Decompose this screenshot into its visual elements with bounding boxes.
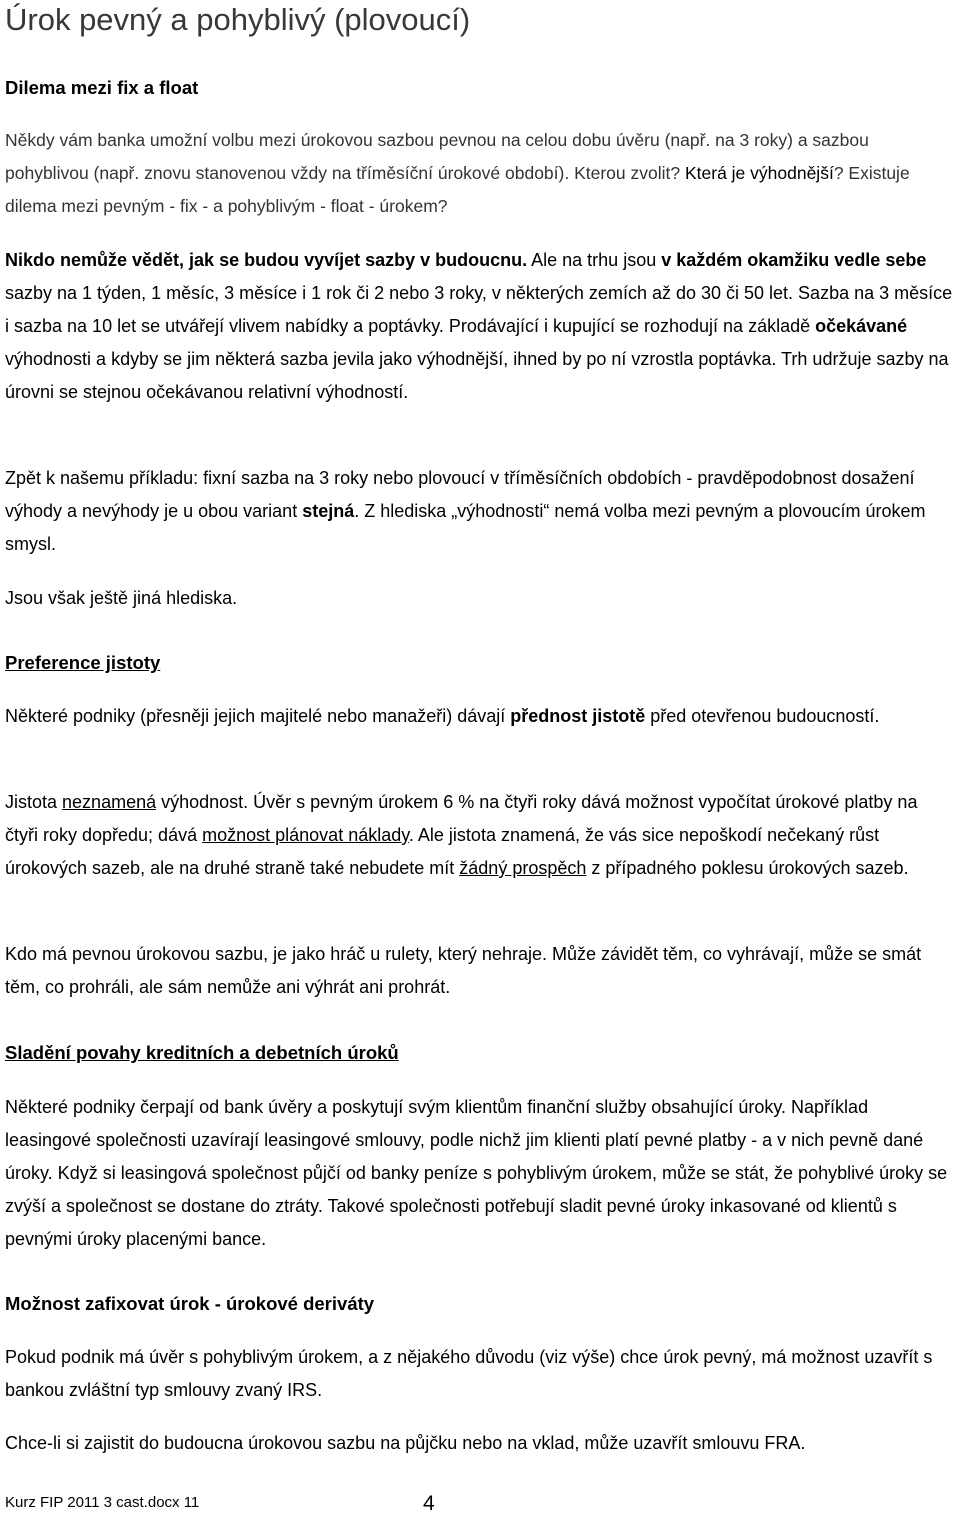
section-heading-credit-debit: Sladění povahy kreditních a debetních úroků xyxy=(5,1042,399,1063)
text-span: ? Existuje dilema mezi pevným - fix - a pohyblivým - float - úrokem? xyxy=(5,163,910,216)
text-span: Některé podniky (přesněji jejich majitelé nebo manažeři) dávají xyxy=(5,706,511,726)
bold-text: přednost jistotě xyxy=(510,706,646,726)
footer-label: Kurz FIP 2011 3 cast.docx 11 xyxy=(5,1494,200,1511)
underlined-text: možnost plánovat náklady xyxy=(202,825,409,845)
text-span: Ale na trhu jsou xyxy=(527,250,662,270)
paragraph-market-rates xyxy=(5,244,955,409)
text-span: výhodnosti a kdyby se jim některá sazba jevila jako výhodnější, ihned by po ní vzrostla poptávka. Trh udržuje sazby na úrovni se stejnou očekávanou relativní výhodností. xyxy=(5,349,949,402)
text-span: Která je výhodnější xyxy=(684,163,834,183)
paragraph-fra: Chce-li si zajistit do budoucna úrokovou sazbu na půjčku nebo na vklad, může uzavřít smlouvu FRA. xyxy=(5,1433,806,1453)
text-span: . Z hlediska „výhodnosti“ nemá volba mezi pevným a plovoucím úrokem smysl. xyxy=(5,501,926,554)
bold-text: očekávané xyxy=(815,316,908,336)
bold-text: stejná xyxy=(302,501,355,521)
paragraph-dilema-intro xyxy=(5,124,955,223)
underlined-text: žádný prospěch xyxy=(459,858,587,878)
section-heading-preference: Preference jistoty xyxy=(5,652,161,673)
section-heading-dilema: Dilema mezi fix a float xyxy=(5,77,199,98)
text-span: z případného poklesu úrokových sazeb. xyxy=(586,858,909,878)
paragraph-roulette: Kdo má pevnou úrokovou sazbu, je jako hráč u rulety, který nehraje. Může závidět těm, co vyhrávají, může se smát těm, co prohráli, ale sám nemůže ani výhrát ani prohrát. xyxy=(5,944,922,997)
bold-text: Nikdo nemůže vědět, jak se budou vyvíjet sazby v budoucnu. xyxy=(5,250,528,270)
paragraph-leasing: Některé podniky čerpají od bank úvěry a poskytují svým klientům finanční služby obsahující úroky. Například leasingové společnosti uzavírají leasingové smlouvy, podle nichž jim klienti platí pevné platby - a v nich pevně dané úroky. Když si leasingová společnost půjčí od banky peníze s pohyblivým úrokem, může se stát, že pohyblivé úroky se zvýší a společnost se dostane do ztráty. Takové společnosti potřebují sladit pevné úroky inkasované od klientů s pevnými úroky placenými bance. xyxy=(5,1097,948,1249)
section-heading-derivatives: Možnost zafixovat úrok - úrokové deriváty xyxy=(5,1293,375,1314)
page-number: 4 xyxy=(423,1492,435,1515)
text-span: výhodnost. Úvěr s pevným úrokem 6 % na čtyři roky dává možnost vypočítat úrokové platby na čtyři roky dopředu; dává xyxy=(5,792,918,845)
paragraph-preference xyxy=(5,700,955,733)
page-title: Úrok pevný a pohyblivý (plovoucí) xyxy=(5,2,471,37)
underlined-text: neznamená xyxy=(62,792,157,812)
bold-text: v každém okamžiku vedle sebe xyxy=(661,250,927,270)
paragraph-certainty xyxy=(5,786,955,885)
text-span: . Ale jistota znamená, že vás sice nepoškodí nečekaný růst úrokových sazeb, ale na druhé straně také nebudete mít xyxy=(5,825,880,878)
text-span: Zpět k našemu příkladu: fixní sazba na 3 roky nebo plovoucí v tříměsíčních obdobích - pravděpodobnost dosažení výhody a nevýhody je u obou variant xyxy=(5,468,915,521)
text-span: Někdy vám banka umožní volbu mezi úrokovou sazbou pevnou na celou dobu úvěru (např. na 3 roky) a sazbou pohyblivou (např. znovu stanovenou vždy na tříměsíční úrokové období). Kterou zvolit? xyxy=(5,130,869,183)
paragraph-irs: Pokud podnik má úvěr s pohyblivým úrokem, a z nějakého důvodu (viz výše) chce úrok pevný, má možnost uzavřít s bankou zvláštní typ smlouvy zvaný IRS. xyxy=(5,1347,933,1400)
paragraph-example xyxy=(5,462,955,561)
text-span: sazby na 1 týden, 1 měsíc, 3 měsíce i 1 rok či 2 nebo 3 roky, v některých zemích až do 30 či 50 let. Sazba na 3 měsíce i sazba na 10 let se utvářejí vlivem nabídky a poptávky. Prodávající i kupující se rozhodují na základě xyxy=(5,283,953,336)
paragraph-other-aspects: Jsou však ještě jiná hlediska. xyxy=(5,588,238,608)
text-span: před otevřenou budoucností. xyxy=(645,706,880,726)
text-span: Jistota xyxy=(5,792,63,812)
